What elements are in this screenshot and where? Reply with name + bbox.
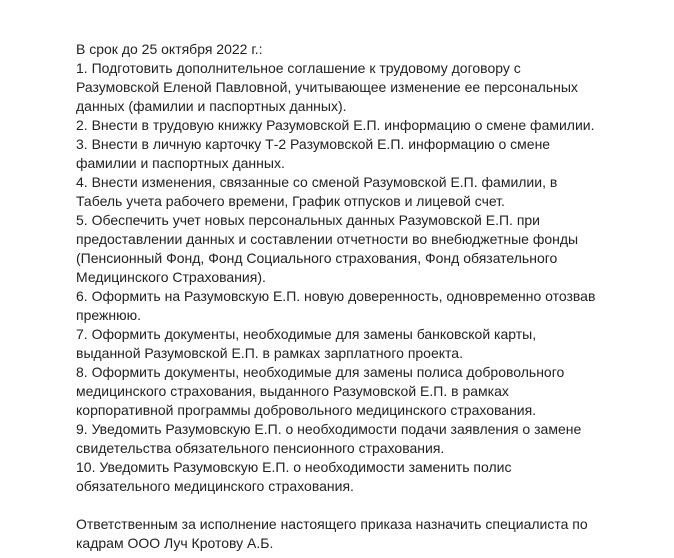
item-3-line-2: фамилии и паспортных данных. <box>76 155 285 171</box>
item-6-line-2: прежнюю. <box>76 307 141 323</box>
list-item <box>76 59 666 116</box>
item-5-line-2: предоставлении данных и составлении отчетности во внебюджетные фонды <box>76 231 579 247</box>
item-4-line-1: 4. Внести изменения, связанные со сменой Разумовской Е.П. фамилии, в <box>76 174 558 190</box>
item-5-line-4: Медицинского Страхования). <box>76 269 266 285</box>
list-item <box>76 420 666 458</box>
item-2-line-1: 2. Внести в трудовую книжку Разумовской Е.П. информацию о смене фамилии. <box>76 117 595 133</box>
list-item <box>76 287 666 325</box>
intro-line: В срок до 25 октября 2022 г.: <box>76 41 263 57</box>
item-1-line-3: данных (фамилии и паспортных данных). <box>76 98 347 114</box>
item-7-line-1: 7. Оформить документы, необходимые для замены банковской карты, <box>76 326 537 342</box>
item-8-line-2: медицинского страхования, выданного Разумовской Е.П. в рамках <box>76 383 509 399</box>
item-10-line-1: 10. Уведомить Разумовскую Е.П. о необходимости заменить полис <box>76 459 512 475</box>
paragraph-spacer <box>76 496 666 515</box>
list-item <box>76 135 666 173</box>
item-10-line-2: обязательного медицинского страхования. <box>76 478 354 494</box>
list-item <box>76 211 666 287</box>
list-item <box>76 116 666 135</box>
item-1-line-1: 1. Подготовить дополнительное соглашение к трудовому договору с <box>76 60 521 76</box>
document-body <box>76 40 666 553</box>
list-item <box>76 363 666 420</box>
closing-line-2: кадрам ООО Луч Кротову А.Б. <box>76 535 274 551</box>
item-5-line-3: (Пенсионный Фонд, Фонд Социального страхования, Фонд обязательного <box>76 250 558 266</box>
item-9-line-2: свидетельства обязательного пенсионного страхования. <box>76 440 445 456</box>
list-item <box>76 173 666 211</box>
closing-line-1: Ответственным за исполнение настоящего приказа назначить специалиста по <box>76 516 588 532</box>
item-3-line-1: 3. Внести в личную карточку Т-2 Разумовской Е.П. информацию о смене <box>76 136 551 152</box>
item-7-line-2: выданной Разумовской Е.П. в рамках зарплатного проекта. <box>76 345 463 361</box>
item-5-line-1: 5. Обеспечить учет новых персональных данных Разумовской Е.П. при <box>76 212 541 228</box>
item-4-line-2: Табель учета рабочего времени, График отпусков и лицевой счет. <box>76 193 505 209</box>
closing-paragraph <box>76 515 666 553</box>
item-6-line-1: 6. Оформить на Разумовскую Е.П. новую доверенность, одновременно отозвав <box>76 288 596 304</box>
item-8-line-3: корпоративной программы добровольного медицинского страхования. <box>76 402 537 418</box>
item-1-line-2: Разумовской Еленой Павловной, учитывающее изменение ее персональных <box>76 79 578 95</box>
list-item <box>76 458 666 496</box>
item-9-line-1: 9. Уведомить Разумовскую Е.П. о необходимости подачи заявления о замене <box>76 421 582 437</box>
list-item <box>76 325 666 363</box>
item-8-line-1: 8. Оформить документы, необходимые для замены полиса добровольного <box>76 364 565 380</box>
